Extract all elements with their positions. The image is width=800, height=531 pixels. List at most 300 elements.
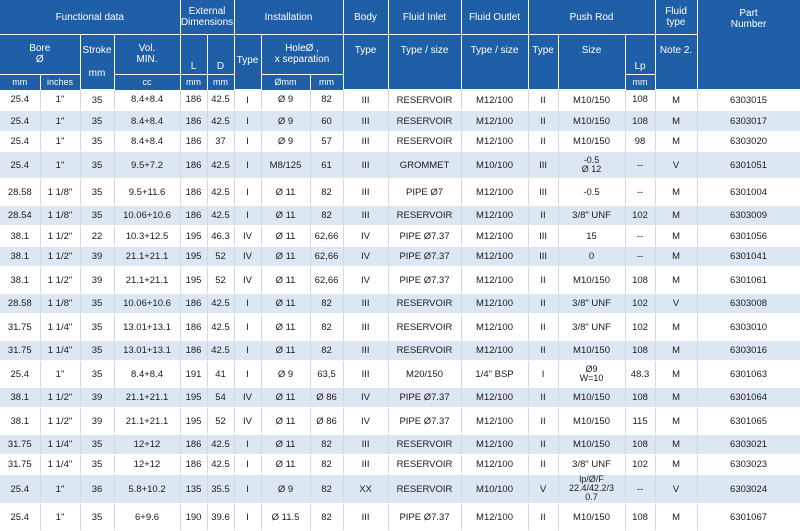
header-stroke-unit: mm xyxy=(88,68,106,79)
header-rod-type-text: Type xyxy=(532,45,554,56)
cell-install-type: I xyxy=(234,179,261,206)
cell-hole: Ø 11 xyxy=(261,314,310,341)
header-note2-text: Note 2. xyxy=(659,45,693,56)
header-external-dimensions-text: External Dimensions xyxy=(180,6,234,28)
cell-rod-size xyxy=(558,361,625,388)
cell-bore-inches: 1 1/4" xyxy=(40,341,80,361)
cell-stroke: 35 xyxy=(80,132,114,152)
cell-separation: 57 xyxy=(310,132,343,152)
cell-fluid-outlet: M12/100 xyxy=(461,247,528,267)
cell-lp: 115 xyxy=(625,408,655,435)
cell-bore-inches: 1" xyxy=(40,90,80,111)
cell-hole: Ø 11 xyxy=(261,267,310,294)
header-external-dimensions xyxy=(180,0,234,35)
multiline-value-line: Ø9 xyxy=(585,363,598,374)
cell-rod-type: II xyxy=(528,314,558,341)
cell-install-type: I xyxy=(234,90,261,111)
header-part-number xyxy=(697,0,800,90)
cell-install-type: I xyxy=(234,206,261,226)
cell-bore-mm: 38.1 xyxy=(0,267,40,294)
cell-bore-mm: 38.1 xyxy=(0,247,40,267)
cell-part-number: 6303021 xyxy=(697,435,800,455)
table-row xyxy=(0,455,800,475)
cell-rod-size xyxy=(558,475,625,504)
cell-fluid-type: M xyxy=(655,341,697,361)
cell-fluid-outlet: M12/100 xyxy=(461,388,528,408)
cell-separation: 62,66 xyxy=(310,247,343,267)
cell-separation: 82 xyxy=(310,455,343,475)
cell-separation: 62,66 xyxy=(310,267,343,294)
header-outlet-type-text: Type / size xyxy=(470,45,519,56)
cell-hole: Ø 11 xyxy=(261,388,310,408)
cell-rod-size: M10/150 xyxy=(558,90,625,111)
cell-stroke: 35 xyxy=(80,435,114,455)
cell-stroke: 35 xyxy=(80,294,114,314)
cell-bore-inches: 1" xyxy=(40,111,80,132)
header-rod-size xyxy=(558,35,625,90)
cell-diameter: 42.5 xyxy=(207,455,234,475)
cell-bore-mm: 25.4 xyxy=(0,111,40,132)
cell-rod-size: M10/150 xyxy=(558,504,625,531)
cell-hole: Ø 9 xyxy=(261,90,310,111)
cell-rod-type: III xyxy=(528,247,558,267)
cell-lp: -- xyxy=(625,475,655,504)
cell-fluid-inlet: RESERVOIR xyxy=(388,435,461,455)
cell-length: 186 xyxy=(180,294,207,314)
cell-fluid-type: M xyxy=(655,504,697,531)
cell-vol-min: 13.01+13.1 xyxy=(114,314,180,341)
cell-rod-type: II xyxy=(528,504,558,531)
cell-fluid-inlet: RESERVOIR xyxy=(388,111,461,132)
cell-rod-type: III xyxy=(528,179,558,206)
cell-install-type: I xyxy=(234,111,261,132)
header-vol-min xyxy=(114,35,180,75)
cell-rod-size: 3/8" UNF xyxy=(558,314,625,341)
unit-hole-omm: Ømm xyxy=(261,74,310,90)
cell-body-type: III xyxy=(343,206,388,226)
cell-length: 186 xyxy=(180,90,207,111)
cell-bore-mm: 38.1 xyxy=(0,226,40,247)
cell-lp: 108 xyxy=(625,90,655,111)
cell-fluid-type: M xyxy=(655,206,697,226)
cell-fluid-inlet: GROMMET xyxy=(388,152,461,179)
table-row xyxy=(0,408,800,435)
cell-rod-size: M10/150 xyxy=(558,408,625,435)
table-row xyxy=(0,90,800,111)
header-vol-min-text: Vol. MIN. xyxy=(136,43,158,66)
cell-lp: -- xyxy=(625,247,655,267)
cell-install-type: I xyxy=(234,341,261,361)
cell-fluid-inlet: M20/150 xyxy=(388,361,461,388)
cell-part-number: 6303009 xyxy=(697,206,800,226)
header-body-type xyxy=(343,35,388,90)
multiline-value-line: W=10 xyxy=(579,372,604,383)
cell-body-type: III xyxy=(343,152,388,179)
cell-diameter: 41 xyxy=(207,361,234,388)
header-body: Body xyxy=(343,0,388,35)
cell-fluid-inlet: RESERVOIR xyxy=(388,341,461,361)
cell-rod-type: III xyxy=(528,226,558,247)
cell-body-type: IV xyxy=(343,226,388,247)
cell-fluid-type: M xyxy=(655,247,697,267)
cell-fluid-type: M xyxy=(655,435,697,455)
cell-length: 195 xyxy=(180,408,207,435)
cell-rod-type: II xyxy=(528,294,558,314)
multiline-value xyxy=(582,156,602,174)
cell-stroke: 35 xyxy=(80,179,114,206)
header-d: D xyxy=(207,35,234,75)
cell-stroke: 35 xyxy=(80,152,114,179)
cell-diameter: 42.5 xyxy=(207,341,234,361)
cell-bore-mm: 25.4 xyxy=(0,132,40,152)
cell-stroke: 35 xyxy=(80,314,114,341)
header-bore xyxy=(0,35,80,75)
table-row xyxy=(0,132,800,152)
cell-install-type: IV xyxy=(234,388,261,408)
header-fluid-type-text: Fluid type xyxy=(665,6,687,28)
cell-length: 186 xyxy=(180,314,207,341)
header-part-number-text: Part Number xyxy=(730,8,767,30)
cell-rod-size: 0 xyxy=(558,247,625,267)
cell-rod-type: II xyxy=(528,408,558,435)
cell-length: 186 xyxy=(180,455,207,475)
cell-separation: 60 xyxy=(310,111,343,132)
table-row xyxy=(0,361,800,388)
header-install-type xyxy=(234,35,261,90)
cell-vol-min: 21.1+21.1 xyxy=(114,267,180,294)
cell-vol-min: 5.8+10.2 xyxy=(114,475,180,504)
multiline-value-line: 0.7 xyxy=(585,492,598,502)
cell-fluid-inlet: PIPE Ø7.37 xyxy=(388,504,461,531)
cell-part-number: 6303017 xyxy=(697,111,800,132)
table-row xyxy=(0,179,800,206)
cell-rod-type: II xyxy=(528,341,558,361)
cell-fluid-outlet: M12/100 xyxy=(461,408,528,435)
cell-bore-mm: 25.4 xyxy=(0,504,40,531)
cell-hole: Ø 11 xyxy=(261,247,310,267)
cell-rod-size: M10/150 xyxy=(558,341,625,361)
cell-body-type: III xyxy=(343,294,388,314)
cell-fluid-inlet: RESERVOIR xyxy=(388,475,461,504)
cell-lp: 48.3 xyxy=(625,361,655,388)
cell-part-number: 6301056 xyxy=(697,226,800,247)
cell-rod-size: 3/8" UNF xyxy=(558,455,625,475)
cell-part-number: 6303015 xyxy=(697,90,800,111)
cell-bore-mm: 31.75 xyxy=(0,341,40,361)
cell-stroke: 35 xyxy=(80,455,114,475)
cell-rod-size: 15 xyxy=(558,226,625,247)
cell-stroke: 35 xyxy=(80,341,114,361)
cell-stroke: 36 xyxy=(80,475,114,504)
cell-stroke: 35 xyxy=(80,206,114,226)
cell-length: 195 xyxy=(180,247,207,267)
cell-install-type: I xyxy=(234,294,261,314)
cell-diameter: 42.5 xyxy=(207,90,234,111)
cell-body-type: IV xyxy=(343,388,388,408)
cell-fluid-type: V xyxy=(655,294,697,314)
table-row xyxy=(0,475,800,504)
cell-fluid-outlet: M12/100 xyxy=(461,226,528,247)
cell-install-type: I xyxy=(234,435,261,455)
header-fluid-outlet: Fluid Outlet xyxy=(461,0,528,35)
cell-fluid-outlet: M12/100 xyxy=(461,314,528,341)
cell-fluid-type: M xyxy=(655,388,697,408)
cell-install-type: I xyxy=(234,455,261,475)
cell-fluid-inlet: PIPE Ø7.37 xyxy=(388,408,461,435)
unit-lp-mm: mm xyxy=(625,74,655,90)
cell-bore-inches: 1 1/2" xyxy=(40,247,80,267)
cell-fluid-type: V xyxy=(655,475,697,504)
cell-length: 190 xyxy=(180,504,207,531)
cell-bore-mm: 25.4 xyxy=(0,90,40,111)
header-fluid-inlet: Fluid Inlet xyxy=(388,0,461,35)
cell-bore-inches: 1 1/8" xyxy=(40,206,80,226)
cell-hole: Ø 11 xyxy=(261,435,310,455)
cell-stroke: 35 xyxy=(80,504,114,531)
cell-part-number: 6303023 xyxy=(697,455,800,475)
cell-body-type: IV xyxy=(343,247,388,267)
cell-fluid-type: V xyxy=(655,152,697,179)
header-l: L xyxy=(180,35,207,75)
cell-vol-min: 8.4+8.4 xyxy=(114,111,180,132)
cell-hole: Ø 11 xyxy=(261,179,310,206)
cell-vol-min: 10.3+12.5 xyxy=(114,226,180,247)
cell-part-number: 6301041 xyxy=(697,247,800,267)
cell-fluid-outlet: 1/4" BSP xyxy=(461,361,528,388)
cell-rod-type: I xyxy=(528,361,558,388)
cell-fluid-type: M xyxy=(655,267,697,294)
cell-diameter: 39.6 xyxy=(207,504,234,531)
cell-lp: 102 xyxy=(625,314,655,341)
cell-part-number: 6301067 xyxy=(697,504,800,531)
cell-rod-type: II xyxy=(528,206,558,226)
cell-part-number: 6301065 xyxy=(697,408,800,435)
cell-vol-min: 8.4+8.4 xyxy=(114,90,180,111)
cell-rod-type: II xyxy=(528,132,558,152)
cell-lp: 102 xyxy=(625,455,655,475)
cell-part-number: 6301061 xyxy=(697,267,800,294)
cell-vol-min: 21.1+21.1 xyxy=(114,408,180,435)
cell-diameter: 42.5 xyxy=(207,111,234,132)
cell-diameter: 42.5 xyxy=(207,206,234,226)
cell-install-type: I xyxy=(234,152,261,179)
header-install-type-text: Type xyxy=(236,55,259,66)
cell-stroke: 35 xyxy=(80,111,114,132)
cell-lp: 108 xyxy=(625,111,655,132)
cell-length: 186 xyxy=(180,152,207,179)
cell-body-type: III xyxy=(343,90,388,111)
cell-separation: Ø 86 xyxy=(310,388,343,408)
cell-stroke: 35 xyxy=(80,361,114,388)
cell-bore-mm: 38.1 xyxy=(0,388,40,408)
cell-fluid-inlet: RESERVOIR xyxy=(388,206,461,226)
cell-part-number: 6301051 xyxy=(697,152,800,179)
cell-hole: Ø 11 xyxy=(261,226,310,247)
cell-body-type: IV xyxy=(343,267,388,294)
cell-diameter: 42.5 xyxy=(207,152,234,179)
unit-bore-inches: inches xyxy=(40,74,80,90)
cell-bore-inches: 1 1/2" xyxy=(40,267,80,294)
cell-bore-inches: 1" xyxy=(40,475,80,504)
cell-vol-min: 9.5+11.6 xyxy=(114,179,180,206)
cell-install-type: I xyxy=(234,475,261,504)
cell-vol-min: 12+12 xyxy=(114,455,180,475)
cell-bore-mm: 31.75 xyxy=(0,314,40,341)
cell-rod-type: II xyxy=(528,435,558,455)
cell-body-type: III xyxy=(343,179,388,206)
cell-fluid-type: M xyxy=(655,111,697,132)
cell-hole: Ø 11 xyxy=(261,206,310,226)
cell-body-type: III xyxy=(343,314,388,341)
cell-bore-inches: 1" xyxy=(40,152,80,179)
cell-install-type: IV xyxy=(234,267,261,294)
cell-length: 186 xyxy=(180,435,207,455)
cell-bore-inches: 1 1/8" xyxy=(40,294,80,314)
multiline-value-line: 22.4/42.2/3 xyxy=(569,483,615,493)
cell-separation: 63,5 xyxy=(310,361,343,388)
cell-part-number: 6303008 xyxy=(697,294,800,314)
header-note2 xyxy=(655,35,697,90)
cell-fluid-outlet: M12/100 xyxy=(461,267,528,294)
cell-fluid-outlet: M12/100 xyxy=(461,455,528,475)
header-installation: Installation xyxy=(234,0,343,35)
cell-body-type: III xyxy=(343,132,388,152)
table-row xyxy=(0,247,800,267)
table-row xyxy=(0,226,800,247)
cell-vol-min: 12+12 xyxy=(114,435,180,455)
cell-part-number: 6303024 xyxy=(697,475,800,504)
table-row xyxy=(0,294,800,314)
cell-vol-min: 21.1+21.1 xyxy=(114,388,180,408)
table-row xyxy=(0,152,800,179)
header-push-rod: Push Rod xyxy=(528,0,655,35)
cell-separation: 82 xyxy=(310,341,343,361)
header-hole-separation-text: HoleØ , x separation xyxy=(274,43,330,66)
cell-separation: 62,66 xyxy=(310,226,343,247)
cell-length: 186 xyxy=(180,341,207,361)
cell-bore-inches: 1 1/4" xyxy=(40,314,80,341)
multiline-value-line: Ø 12 xyxy=(581,163,602,174)
multiline-value xyxy=(580,365,604,383)
cell-separation: 82 xyxy=(310,206,343,226)
cell-rod-type: V xyxy=(528,475,558,504)
cell-rod-size: 3/8" UNF xyxy=(558,294,625,314)
cell-install-type: IV xyxy=(234,247,261,267)
cell-part-number: 6303020 xyxy=(697,132,800,152)
cell-fluid-inlet: RESERVOIR xyxy=(388,90,461,111)
cell-length: 195 xyxy=(180,226,207,247)
cell-rod-size: M10/150 xyxy=(558,111,625,132)
cell-fluid-type: M xyxy=(655,361,697,388)
cell-fluid-inlet: PIPE Ø7.37 xyxy=(388,267,461,294)
cell-fluid-type: M xyxy=(655,455,697,475)
cell-length: 186 xyxy=(180,132,207,152)
cell-body-type: III xyxy=(343,361,388,388)
cell-hole: Ø 9 xyxy=(261,475,310,504)
cell-fluid-inlet: PIPE Ø7.37 xyxy=(388,388,461,408)
cell-part-number: 6301004 xyxy=(697,179,800,206)
cell-stroke: 39 xyxy=(80,247,114,267)
cell-separation: 82 xyxy=(310,294,343,314)
cell-rod-size: M10/150 xyxy=(558,388,625,408)
cell-hole: Ø 9 xyxy=(261,361,310,388)
table-row xyxy=(0,267,800,294)
cell-install-type: IV xyxy=(234,408,261,435)
cell-body-type: III xyxy=(343,455,388,475)
cell-diameter: 42.5 xyxy=(207,435,234,455)
cell-fluid-outlet: M12/100 xyxy=(461,132,528,152)
cell-stroke: 22 xyxy=(80,226,114,247)
cell-diameter: 42.5 xyxy=(207,294,234,314)
cell-lp: -- xyxy=(625,179,655,206)
table-row xyxy=(0,388,800,408)
cell-diameter: 42.5 xyxy=(207,314,234,341)
cell-bore-mm: 25.4 xyxy=(0,475,40,504)
cell-rod-size: M10/150 xyxy=(558,267,625,294)
header-stroke xyxy=(80,35,114,90)
cell-bore-inches: 1" xyxy=(40,132,80,152)
table-header xyxy=(0,0,800,90)
cell-vol-min: 8.4+8.4 xyxy=(114,361,180,388)
header-outlet-type xyxy=(461,35,528,90)
cell-separation: 82 xyxy=(310,435,343,455)
cell-stroke: 39 xyxy=(80,388,114,408)
cell-part-number: 6301063 xyxy=(697,361,800,388)
header-hole-separation xyxy=(261,35,343,75)
unit-l-mm: mm xyxy=(180,74,207,90)
cell-fluid-outlet: M12/100 xyxy=(461,179,528,206)
cell-stroke: 39 xyxy=(80,267,114,294)
cell-fluid-inlet: RESERVOIR xyxy=(388,132,461,152)
cell-fluid-type: M xyxy=(655,132,697,152)
cell-rod-size: M10/150 xyxy=(558,435,625,455)
cell-fluid-inlet: PIPE Ø7.37 xyxy=(388,247,461,267)
header-stroke-text: Stroke xyxy=(82,45,112,56)
multiline-value xyxy=(569,475,614,502)
header-functional-data: Functional data xyxy=(0,0,180,35)
cell-bore-inches: 1" xyxy=(40,361,80,388)
cell-vol-min: 13.01+13.1 xyxy=(114,341,180,361)
cell-length: 186 xyxy=(180,179,207,206)
cell-fluid-outlet: M12/100 xyxy=(461,504,528,531)
cell-bore-inches: 1 1/4" xyxy=(40,435,80,455)
cell-install-type: I xyxy=(234,132,261,152)
unit-vol-cc: cc xyxy=(114,74,180,90)
cell-separation: 82 xyxy=(310,504,343,531)
header-inlet-type xyxy=(388,35,461,90)
cell-bore-mm: 28.58 xyxy=(0,179,40,206)
cell-bore-mm: 38.1 xyxy=(0,408,40,435)
cell-hole: Ø 11 xyxy=(261,408,310,435)
cell-part-number: 6301064 xyxy=(697,388,800,408)
cell-bore-inches: 1 1/2" xyxy=(40,388,80,408)
header-rod-size-text: Size xyxy=(581,45,602,56)
cell-rod-size: 3/8" UNF xyxy=(558,206,625,226)
cell-part-number: 6303010 xyxy=(697,314,800,341)
cell-rod-type: II xyxy=(528,90,558,111)
table-body xyxy=(0,90,800,531)
unit-d-mm: mm xyxy=(207,74,234,90)
header-body-type-text: Type xyxy=(354,45,377,56)
cell-length: 186 xyxy=(180,111,207,132)
cell-diameter: 52 xyxy=(207,267,234,294)
cell-part-number: 6303016 xyxy=(697,341,800,361)
cell-bore-inches: 1 1/2" xyxy=(40,408,80,435)
cell-length: 195 xyxy=(180,388,207,408)
cell-hole: Ø 11 xyxy=(261,341,310,361)
cell-fluid-outlet: M12/100 xyxy=(461,341,528,361)
cell-fluid-outlet: M12/100 xyxy=(461,111,528,132)
